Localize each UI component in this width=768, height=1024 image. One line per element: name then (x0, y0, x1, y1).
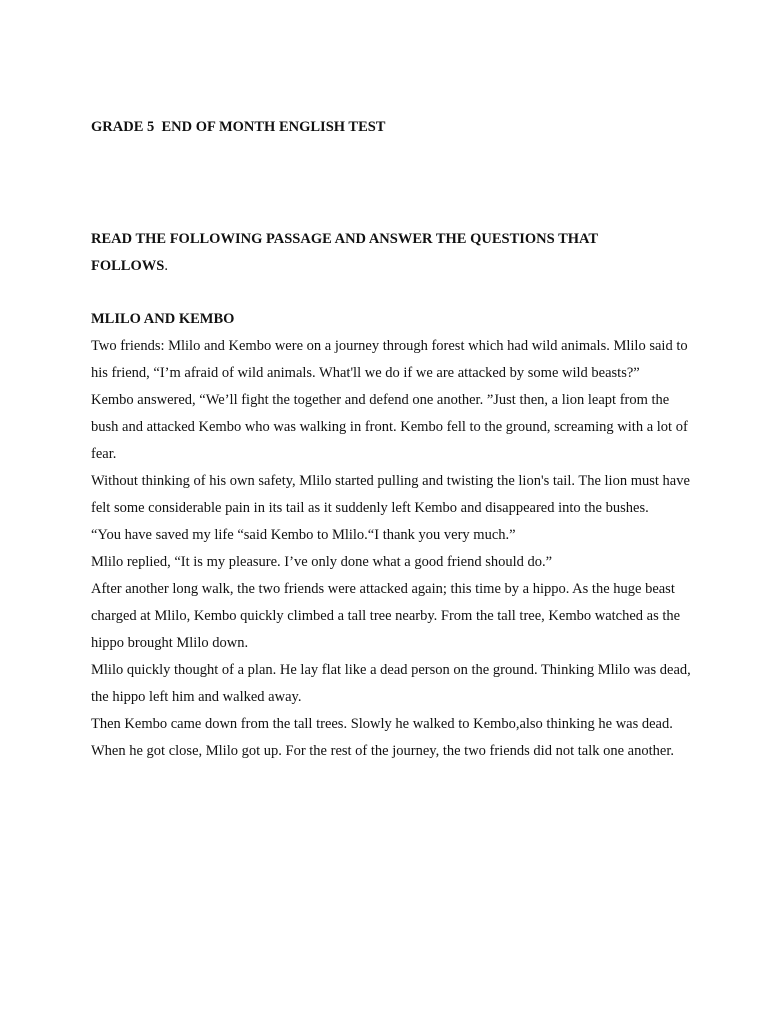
paragraph: Kembo answered, “We’ll fight the together and defend one another. ”Just then, a lion leapt from the bush and attacked Kembo who was walking in front. Kembo fell to the ground, screaming with a lot of fear. (91, 392, 688, 462)
paragraph: “You have saved my life “said Kembo to Mlilo.“I thank you very much.” (91, 527, 516, 543)
instructions (91, 226, 651, 280)
instruction-text: READ THE FOLLOWING PASSAGE AND ANSWER THE QUESTIONS THAT FOLLOWS (91, 231, 598, 274)
paragraph: After another long walk, the two friends were attacked again; this time by a hippo. As the huge beast charged at Mlilo, Kembo quickly climbed a tall tree nearby. From the tall tree, Kembo watched as the hippo brought Mlilo down. (91, 581, 681, 651)
paragraph: Mlilo quickly thought of a plan. He lay flat like a dead person on the ground. Thinking Mlilo was dead, the hippo left him and walked away. (91, 662, 691, 705)
paragraph: Two friends: Mlilo and Kembo were on a journey through forest which had wild animals. Mlilo said to his friend, “I’m afraid of wild animals. What'll we do if we are attacked by some wild beasts?” (91, 338, 688, 381)
passage-title: MLILO AND KEMBO (91, 311, 235, 327)
passage (91, 306, 691, 765)
paragraph: Then Kembo came down from the tall trees. Slowly he walked to Kembo,also thinking he was dead. When he got close, Mlilo got up. For the rest of the journey, the two friends did not talk one another. (91, 716, 674, 759)
instruction-period: . (164, 258, 168, 274)
test-title: GRADE 5 END OF MONTH ENGLISH TEST (91, 119, 386, 135)
paragraph: Mlilo replied, “It is my pleasure. I’ve only done what a good friend should do.” (91, 554, 553, 570)
paragraph: Without thinking of his own safety, Mlilo started pulling and twisting the lion's tail. The lion must have felt some considerable pain in its tail as it suddenly left Kembo and disappeared into the bushes. (91, 473, 690, 516)
